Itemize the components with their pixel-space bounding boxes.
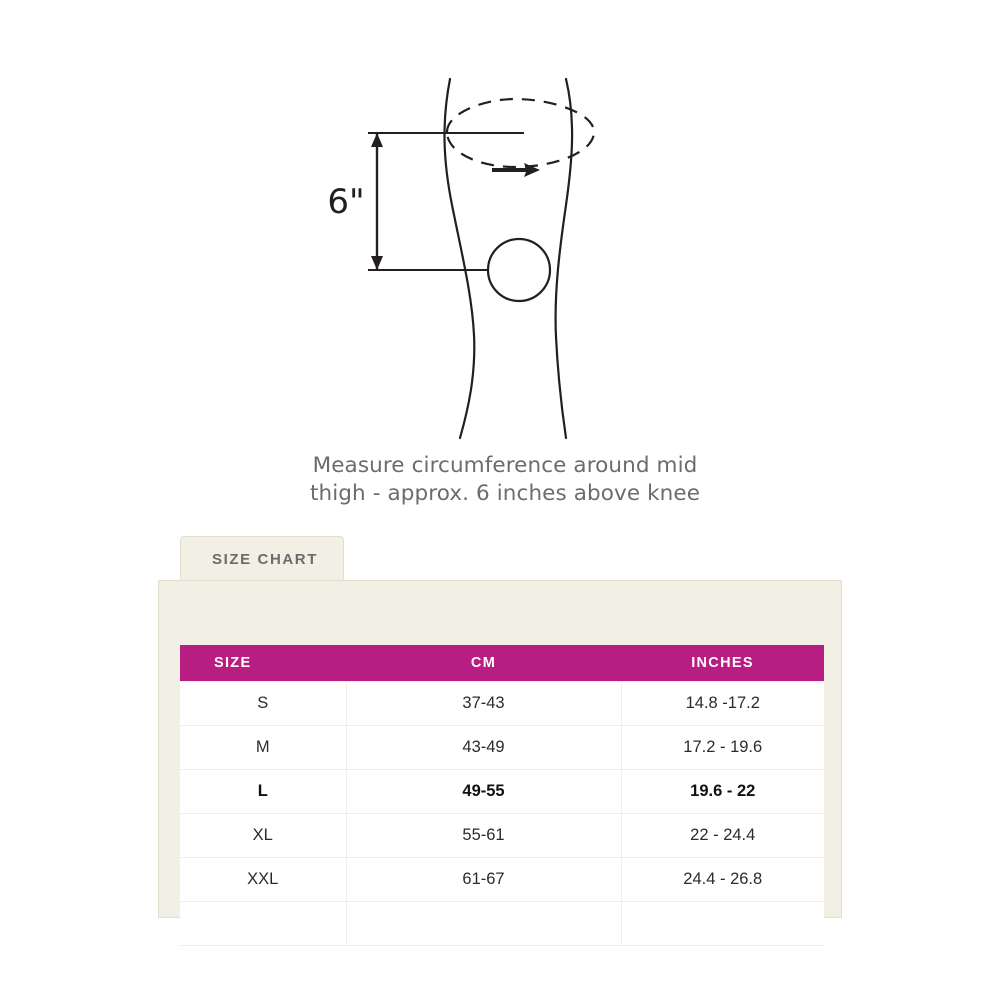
- cell-cm: 43-49: [346, 725, 621, 769]
- column-header-cm: CM: [346, 645, 621, 681]
- size-chart-tab[interactable]: [180, 536, 344, 582]
- size-chart-table: [180, 645, 824, 946]
- cell-inches: 17.2 - 19.6: [621, 725, 824, 769]
- illustration-caption: [295, 452, 715, 508]
- cell-inches: 24.4 - 26.8: [621, 857, 824, 901]
- table-row: [180, 725, 824, 769]
- thigh-measurement-illustration: [300, 55, 700, 445]
- cell-cm: 37-43: [346, 681, 621, 725]
- size-chart-card: [158, 536, 842, 918]
- cell-size: XL: [180, 813, 346, 857]
- cell-size: [180, 901, 346, 945]
- dimension-arrow-icon: [371, 133, 383, 270]
- table-row-empty: [180, 901, 824, 945]
- table-header-row: [180, 645, 824, 681]
- table-row-selected: [180, 769, 824, 813]
- size-chart-tab-label: SIZE CHART: [212, 551, 318, 568]
- caption-line-2: thigh - approx. 6 inches above knee: [309, 481, 701, 506]
- cell-inches: 19.6 - 22: [621, 769, 824, 813]
- cell-inches: 22 - 24.4: [621, 813, 824, 857]
- size-chart-table-body: [180, 681, 824, 945]
- cell-cm: [346, 901, 621, 945]
- cell-cm: 61-67: [346, 857, 621, 901]
- table-row: [180, 857, 824, 901]
- size-chart-table-head: [180, 645, 824, 681]
- cell-inches: [621, 901, 824, 945]
- table-row: [180, 813, 824, 857]
- column-header-size: SIZE: [180, 645, 346, 681]
- cell-size: M: [180, 725, 346, 769]
- table-row: [180, 681, 824, 725]
- column-header-inches: INCHES: [621, 645, 824, 681]
- cell-cm: 49-55: [346, 769, 621, 813]
- cell-size: S: [180, 681, 346, 725]
- knee-circle-icon: [488, 239, 550, 301]
- cell-cm: 55-61: [346, 813, 621, 857]
- cell-inches: 14.8 -17.2: [621, 681, 824, 725]
- measure-label: 6": [327, 182, 365, 222]
- cell-size: XXL: [180, 857, 346, 901]
- caption-line-1: Measure circumference around mid: [312, 453, 698, 478]
- cell-size: L: [180, 769, 346, 813]
- size-chart-card-body: [158, 580, 842, 918]
